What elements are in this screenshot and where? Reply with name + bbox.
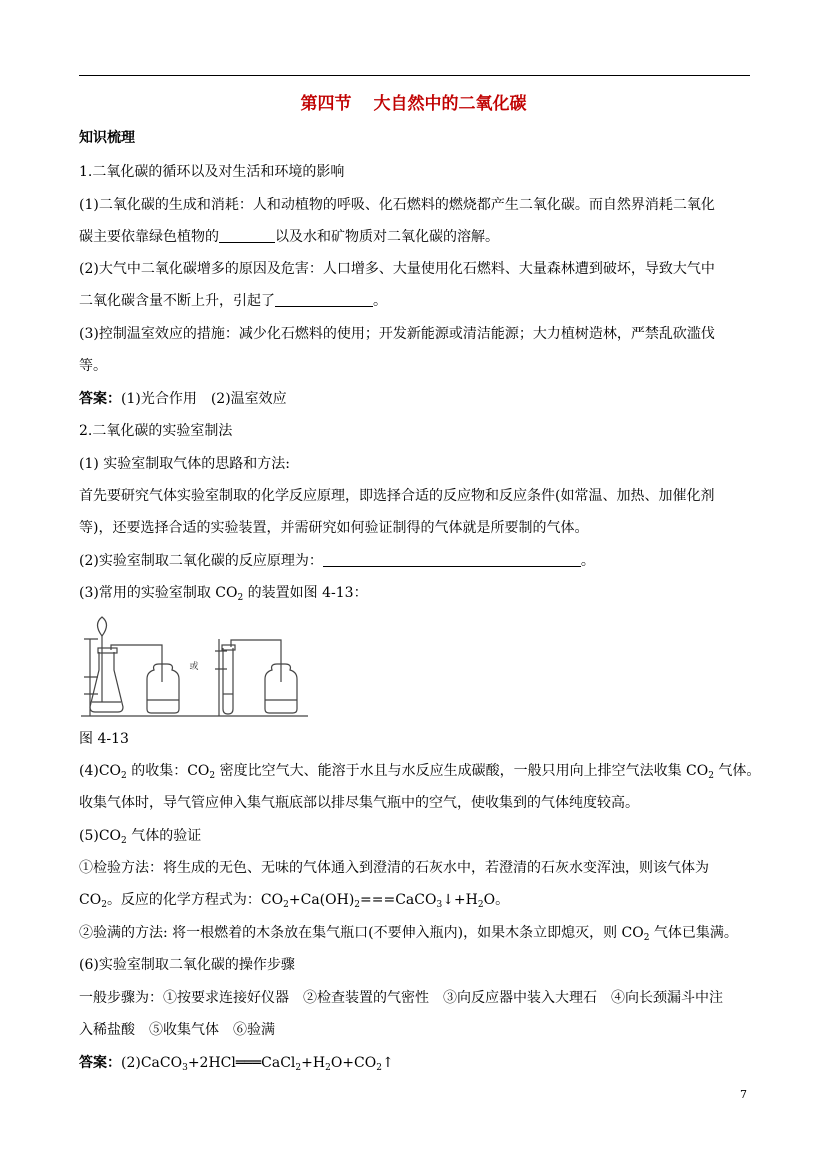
s2-heading: 2.二氧化碳的实验室制法 (79, 423, 233, 439)
s2-item6: (6)实验室制取二氧化碳的操作步骤 (79, 957, 295, 973)
s2-item2: (2)实验室制取二氧化碳的反应原理为： 。 (79, 553, 595, 569)
s2-item5-1-line2: $CO_2$。反应的化学方程式为：$CO_2+Ca(OH)_2===CaCO_3↓+H_2O$。 (79, 892, 510, 910)
figure-or-label: 或 (189, 662, 199, 672)
s2-item5-1-line1: ①检验方法：将生成的无色、无味的气体通入到澄清的石灰水中，若澄清的石灰水变浑浊，则该气体为 (79, 860, 709, 876)
s2-item4-line2: 收集气体时，导气管应伸入集气瓶底部以排尽集气瓶中的空气，使收集到的气体纯度较高。 (79, 795, 639, 811)
s2-item1-line2: 等)，还要选择合适的实验装置，并需研究如何验证制得的气体就是所要制的气体。 (79, 520, 589, 536)
apparatus-figure (79, 612, 311, 720)
s2-item3: (3)常用的实验室制取 $CO_2$ 的装置如图 4-13： (79, 585, 368, 603)
s1-p3-line2: 等。 (79, 358, 107, 374)
page-title: 第四节 大自然中的二氧化碳 (300, 94, 527, 114)
s2-item5-2: ②验满的方法: 将一根燃着的木条放在集气瓶口(不要伸入瓶内)，如果木条立即熄灭，则 $CO_2$ 气体已集满。 (79, 925, 738, 943)
header-rule (79, 75, 750, 76)
figure-caption: 图 4-13 (79, 731, 129, 747)
s1-heading: 1.二氧化碳的循环以及对生活和环境的影响 (79, 164, 345, 180)
s1-p1-line1: (1)二氧化碳的生成和消耗：人和动植物的呼吸、化石燃料的燃烧都产生二氧化碳。而自然界消耗二氧化 (79, 197, 715, 213)
s1-p1-line2: 碳主要依靠绿色植物的 以及水和矿物质对二氧化碳的溶解。 (79, 229, 499, 245)
s1-p3-line1: (3)控制温室效应的措施：减少化石燃料的使用；开发新能源或清洁能源；大力植树造林，严禁乱砍滥伐 (79, 326, 715, 342)
fill-blank-2 (275, 292, 373, 307)
page-number: 7 (740, 1088, 747, 1101)
s2-item1: (1) 实验室制取气体的思路和方法: (79, 456, 290, 472)
fill-blank-3 (323, 552, 581, 567)
s2-item5: $(5)CO_2$ 气体的验证 (79, 828, 202, 846)
s2-item1-line1: 首先要研究气体实验室制取的化学反应原理，即选择合适的反应物和反应条件(如常温、加热、加催化剂 (79, 488, 715, 504)
s1-p2-line1: (2)大气中二氧化碳增多的原因及危害：人口增多、大量使用化石燃料、大量森林遭到破坏，导致大气中 (79, 261, 715, 277)
s1-p2-line2: 二氧化碳含量不断上升，引起了 。 (79, 293, 387, 309)
s2-answer: 答案：$(2)CaCO_3+2HCl═══CaCl_2+H_2O+CO_2↑$ (79, 1055, 394, 1073)
s2-item6-line2: 入稀盐酸 ⑤收集气体 ⑥验满 (79, 1022, 275, 1038)
s2-item4-line1: $(4)CO_2$ 的收集：$CO_2$ 密度比空气大、能溶于水且与水反应生成碳酸，一般只用向上排空气法收集 $CO_2$ 气体。 (79, 763, 761, 781)
s2-item6-line1: 一般步骤为：①按要求连接好仪器 ②检查装置的气密性 ③向反应器中装入大理石 ④向长颈漏斗中注 (79, 990, 723, 1006)
s1-answer: 答案：(1)光合作用 (2)温室效应 (79, 391, 287, 407)
section-heading: 知识梳理 (79, 130, 135, 146)
fill-blank-1 (219, 228, 275, 243)
